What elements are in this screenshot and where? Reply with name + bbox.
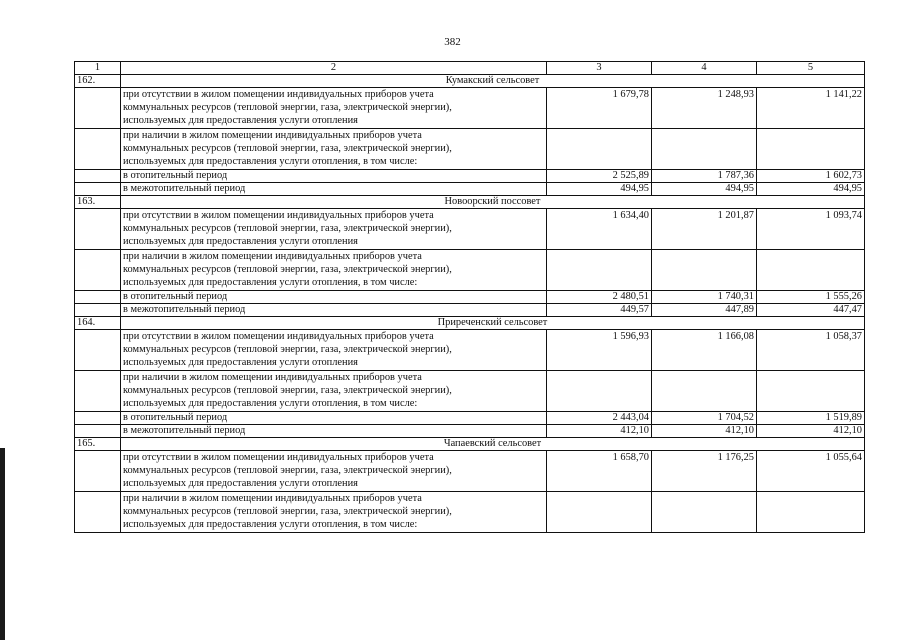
section-name: Приреченский сельсовет xyxy=(121,317,865,330)
row-label: при отсутствии в жилом помещении индивидуальных приборов учета коммунальных ресурсов (тепловой энергии, газа, электрической энергии), используемых для предоставления услуги отопления xyxy=(121,209,547,250)
value-cell-v4 xyxy=(652,250,757,291)
section-name: Новоорский поссовет xyxy=(121,196,865,209)
section-row xyxy=(75,196,865,209)
value-cell-v3: 412,10 xyxy=(547,425,652,438)
value-cell-v4: 1 704,52 xyxy=(652,412,757,425)
section-row xyxy=(75,438,865,451)
column-header: 4 xyxy=(652,62,757,75)
value-cell-v5: 1 093,74 xyxy=(757,209,865,250)
empty-number-cell xyxy=(75,330,121,371)
section-number: 164. xyxy=(75,317,121,330)
value-cell-v4: 494,95 xyxy=(652,183,757,196)
value-cell-v3: 449,57 xyxy=(547,304,652,317)
section-row xyxy=(75,75,865,88)
column-header-row xyxy=(75,62,865,75)
table-row xyxy=(75,371,865,412)
row-label: при наличии в жилом помещении индивидуальных приборов учета коммунальных ресурсов (тепловой энергии, газа, электрической энергии), используемых для предоставления услуги отопления, в том числе: xyxy=(121,492,547,533)
table-row xyxy=(75,425,865,438)
value-cell-v3 xyxy=(547,250,652,291)
empty-number-cell xyxy=(75,250,121,291)
table-row xyxy=(75,88,865,129)
value-cell-v4: 1 166,08 xyxy=(652,330,757,371)
value-cell-v4: 412,10 xyxy=(652,425,757,438)
section-row xyxy=(75,317,865,330)
empty-number-cell xyxy=(75,209,121,250)
value-cell-v4: 447,89 xyxy=(652,304,757,317)
value-cell-v3: 494,95 xyxy=(547,183,652,196)
column-header: 3 xyxy=(547,62,652,75)
value-cell-v4: 1 176,25 xyxy=(652,451,757,492)
value-cell-v5: 1 055,64 xyxy=(757,451,865,492)
value-cell-v4 xyxy=(652,129,757,170)
row-label: при отсутствии в жилом помещении индивидуальных приборов учета коммунальных ресурсов (тепловой энергии, газа, электрической энергии), используемых для предоставления услуги отопления xyxy=(121,451,547,492)
empty-number-cell xyxy=(75,425,121,438)
row-label: в межотопительный период xyxy=(121,304,547,317)
value-cell-v5: 1 141,22 xyxy=(757,88,865,129)
empty-number-cell xyxy=(75,304,121,317)
row-label: в межотопительный период xyxy=(121,183,547,196)
value-cell-v4: 1 201,87 xyxy=(652,209,757,250)
table-row xyxy=(75,129,865,170)
row-label: в отопительный период xyxy=(121,170,547,183)
value-cell-v3: 1 634,40 xyxy=(547,209,652,250)
value-cell-v5: 1 519,89 xyxy=(757,412,865,425)
table-row xyxy=(75,250,865,291)
row-label: при наличии в жилом помещении индивидуальных приборов учета коммунальных ресурсов (тепловой энергии, газа, электрической энергии), используемых для предоставления услуги отопления, в том числе: xyxy=(121,250,547,291)
empty-number-cell xyxy=(75,170,121,183)
section-number: 163. xyxy=(75,196,121,209)
value-cell-v5: 447,47 xyxy=(757,304,865,317)
value-cell-v3 xyxy=(547,492,652,533)
value-cell-v4 xyxy=(652,492,757,533)
column-header: 2 xyxy=(121,62,547,75)
page-number: 382 xyxy=(444,36,461,48)
empty-number-cell xyxy=(75,291,121,304)
row-label: при наличии в жилом помещении индивидуальных приборов учета коммунальных ресурсов (тепловой энергии, газа, электрической энергии), используемых для предоставления услуги отопления, в том числе: xyxy=(121,129,547,170)
section-name: Чапаевский сельсовет xyxy=(121,438,865,451)
empty-number-cell xyxy=(75,183,121,196)
table-row xyxy=(75,492,865,533)
value-cell-v5 xyxy=(757,129,865,170)
value-cell-v3 xyxy=(547,371,652,412)
value-cell-v5: 1 602,73 xyxy=(757,170,865,183)
table-row xyxy=(75,330,865,371)
section-name: Кумакский сельсовет xyxy=(121,75,865,88)
value-cell-v5: 412,10 xyxy=(757,425,865,438)
row-label: в отопительный период xyxy=(121,412,547,425)
section-number: 162. xyxy=(75,75,121,88)
value-cell-v5: 1 555,26 xyxy=(757,291,865,304)
value-cell-v3: 2 525,89 xyxy=(547,170,652,183)
table-row xyxy=(75,412,865,425)
table-row xyxy=(75,451,865,492)
column-header: 1 xyxy=(75,62,121,75)
value-cell-v4: 1 248,93 xyxy=(652,88,757,129)
value-cell-v3: 1 679,78 xyxy=(547,88,652,129)
value-cell-v4 xyxy=(652,371,757,412)
value-cell-v3: 2 480,51 xyxy=(547,291,652,304)
row-label: в отопительный период xyxy=(121,291,547,304)
value-cell-v4: 1 740,31 xyxy=(652,291,757,304)
table-row xyxy=(75,183,865,196)
section-number: 165. xyxy=(75,438,121,451)
value-cell-v3: 1 596,93 xyxy=(547,330,652,371)
empty-number-cell xyxy=(75,451,121,492)
empty-number-cell xyxy=(75,129,121,170)
table-row xyxy=(75,304,865,317)
empty-number-cell xyxy=(75,412,121,425)
scan-edge-shadow xyxy=(0,448,5,640)
value-cell-v3 xyxy=(547,129,652,170)
column-header: 5 xyxy=(757,62,865,75)
row-label: при наличии в жилом помещении индивидуальных приборов учета коммунальных ресурсов (тепловой энергии, газа, электрической энергии), используемых для предоставления услуги отопления, в том числе: xyxy=(121,371,547,412)
table-row xyxy=(75,209,865,250)
empty-number-cell xyxy=(75,371,121,412)
value-cell-v3: 1 658,70 xyxy=(547,451,652,492)
value-cell-v5 xyxy=(757,371,865,412)
table-row xyxy=(75,170,865,183)
value-cell-v5 xyxy=(757,250,865,291)
table-row xyxy=(75,291,865,304)
value-cell-v5: 494,95 xyxy=(757,183,865,196)
tariff-table xyxy=(74,61,865,533)
row-label: в межотопительный период xyxy=(121,425,547,438)
value-cell-v5 xyxy=(757,492,865,533)
empty-number-cell xyxy=(75,492,121,533)
value-cell-v5: 1 058,37 xyxy=(757,330,865,371)
empty-number-cell xyxy=(75,88,121,129)
row-label: при отсутствии в жилом помещении индивидуальных приборов учета коммунальных ресурсов (тепловой энергии, газа, электрической энергии), используемых для предоставления услуги отопления xyxy=(121,88,547,129)
row-label: при отсутствии в жилом помещении индивидуальных приборов учета коммунальных ресурсов (тепловой энергии, газа, электрической энергии), используемых для предоставления услуги отопления xyxy=(121,330,547,371)
value-cell-v3: 2 443,04 xyxy=(547,412,652,425)
value-cell-v4: 1 787,36 xyxy=(652,170,757,183)
